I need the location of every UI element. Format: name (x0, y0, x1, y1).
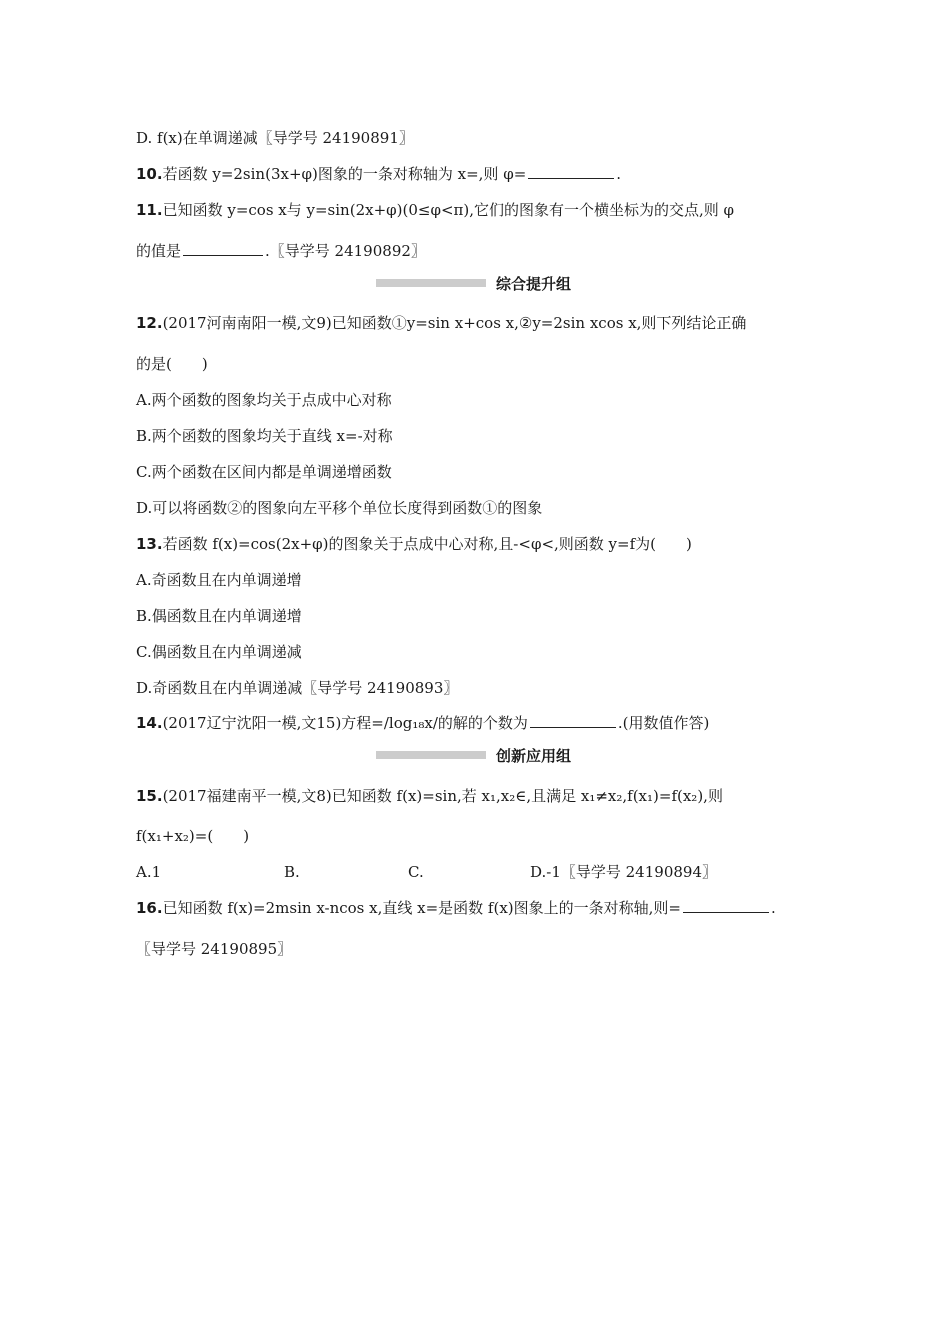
question-11-cont (136, 241, 426, 261)
q12-option-c: C.两个函数在区间内都是单调递增函数 (136, 463, 392, 481)
answer-blank (183, 241, 263, 256)
question-number: 14. (136, 714, 163, 732)
question-12 (136, 313, 746, 333)
q15-option-a: A.1 (136, 863, 162, 881)
q15-option-d: D.-1〖导学号 24190894〗 (530, 863, 717, 881)
section-header-innovation (376, 744, 571, 766)
section-bar (376, 279, 486, 287)
question-11 (136, 200, 734, 220)
punctuation: . (616, 165, 622, 183)
question-14 (136, 713, 709, 733)
section-bar (376, 751, 486, 759)
q13-option-c: C.偶函数且在内单调递减 (136, 643, 302, 661)
punctuation: . (771, 899, 776, 917)
question-text: 若函数 f(x)=cos(2x+φ)的图象关于点成中心对称,且-<φ<,则函数 y=f为( ) (162, 535, 692, 553)
question-text: 已知函数 f(x)=2msin x-ncos x,直线 x=是函数 f(x)图象上的一条对称轴,则= (162, 899, 681, 917)
question-ref: .〖导学号 24190892〗 (265, 242, 426, 260)
answer-blank (683, 898, 769, 913)
question-text: (2017辽宁沈阳一模,文15)方程=/log₁₈x/的解的个数为 (162, 714, 528, 732)
q9-option-d: D. f(x)在单调递减〖导学号 24190891〗 (136, 129, 414, 147)
question-number: 10. (136, 165, 163, 183)
question-number: 13. (136, 535, 163, 553)
section-header-comprehensive (376, 272, 571, 294)
section-title: 创新应用组 (496, 746, 572, 765)
q12-option-a: A.两个函数的图象均关于点成中心对称 (136, 391, 392, 409)
question-note: .(用数值作答) (617, 714, 710, 732)
question-number: 12. (136, 314, 163, 332)
answer-blank (530, 713, 616, 728)
question-text: 的值是 (136, 242, 182, 260)
q13-option-d: D.奇函数且在内单调递减〖导学号 24190893〗 (136, 679, 459, 697)
q12-option-d: D.可以将函数②的图象向左平移个单位长度得到函数①的图象 (136, 499, 543, 517)
question-16-ref: 〖导学号 24190895〗 (136, 940, 293, 958)
question-12-cont: 的是( ) (136, 355, 208, 373)
question-text: (2017河南南阳一模,文9)已知函数①y=sin x+cos x,②y=2sin xcos x,则下列结论正确 (162, 314, 747, 332)
q15-option-b: B. (284, 863, 300, 881)
q13-option-a: A.奇函数且在内单调递增 (136, 571, 302, 589)
q12-option-b: B.两个函数的图象均关于直线 x=-对称 (136, 427, 393, 445)
answer-blank (528, 164, 614, 179)
question-15 (136, 786, 723, 806)
section-title: 综合提升组 (496, 274, 572, 293)
q15-option-c: C. (408, 863, 424, 881)
question-text: 若函数 y=2sin(3x+φ)图象的一条对称轴为 x=,则 φ= (162, 165, 527, 183)
question-15-cont: f(x₁+x₂)=( ) (136, 827, 250, 845)
question-number: 11. (136, 201, 163, 219)
question-number: 16. (136, 899, 163, 917)
question-text: 已知函数 y=cos x与 y=sin(2x+φ)(0≤φ<π),它们的图象有一个横坐标为的交点,则 φ (162, 201, 735, 219)
q13-option-b: B.偶函数且在内单调递增 (136, 607, 302, 625)
question-13 (136, 534, 692, 554)
question-16 (136, 898, 776, 918)
question-text: (2017福建南平一模,文8)已知函数 f(x)=sin,若 x₁,x₂∈,且满足 x₁≠x₂,f(x₁)=f(x₂),则 (162, 787, 723, 805)
question-number: 15. (136, 787, 163, 805)
question-10 (136, 164, 621, 184)
